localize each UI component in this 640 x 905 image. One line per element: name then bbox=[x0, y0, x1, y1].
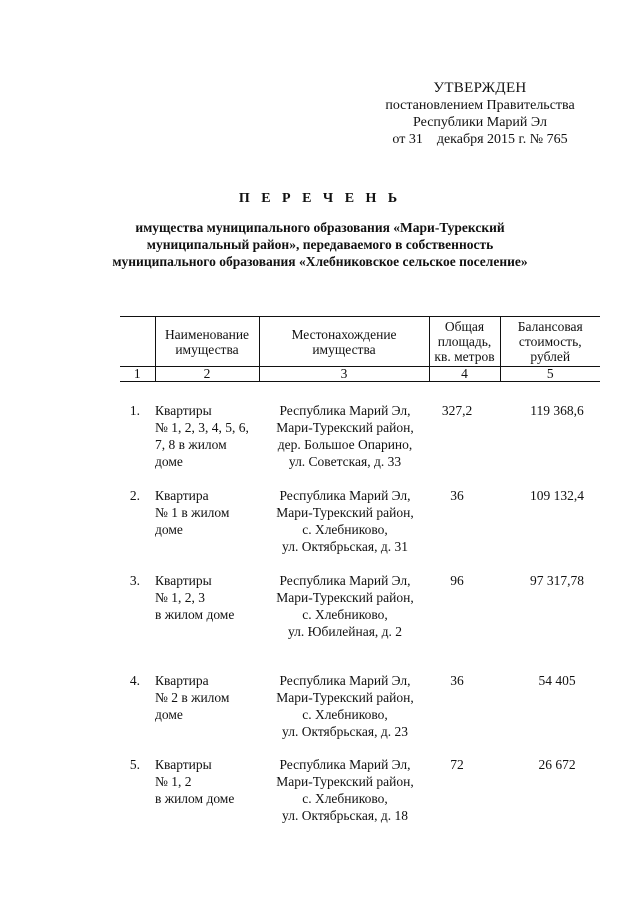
row-name: Квартира № 1 в жилом доме bbox=[155, 488, 230, 537]
row-name: Квартиры № 1, 2 в жилом доме bbox=[155, 757, 235, 806]
header-area: Общая площадь, кв. метров bbox=[429, 317, 500, 367]
approval-block bbox=[360, 80, 600, 148]
row-location: Республика Марий Эл, Мари-Турекский район, дер. Большое Опарино, ул. Советская, д. 33 bbox=[276, 403, 414, 469]
col-number-2: 2 bbox=[155, 367, 259, 382]
header-num bbox=[120, 317, 155, 367]
row-number: 4. bbox=[129, 673, 140, 688]
document-title: П Е Р Е Ч Е Н Ь bbox=[238, 191, 402, 206]
row-location: Республика Марий Эл, Мари-Турекский район, с. Хлебниково, ул. Октябрьская, д. 31 bbox=[276, 488, 414, 554]
approval-heading: УТВЕРЖДЕН bbox=[433, 80, 527, 96]
header-name: Наименование имущества bbox=[155, 317, 259, 367]
row-name: Квартиры № 1, 2, 3, 4, 5, 6, 7, 8 в жилом доме bbox=[155, 403, 249, 469]
col-number-4: 4 bbox=[429, 367, 500, 382]
subtitle-line-1: имущества муниципального образования «Мари-Турекский bbox=[135, 220, 505, 235]
row-area: 36 bbox=[450, 673, 464, 688]
row-number: 2. bbox=[129, 488, 140, 503]
header-location: Местонахождение имущества bbox=[259, 317, 429, 367]
document-subtitle bbox=[40, 219, 600, 270]
header-value: Балансовая стоимость, рублей bbox=[500, 317, 600, 367]
property-table-header bbox=[120, 316, 600, 382]
row-value: 54 405 bbox=[538, 673, 576, 688]
col-number-5: 5 bbox=[500, 367, 600, 382]
row-value: 119 368,6 bbox=[530, 403, 584, 418]
col-number-3: 3 bbox=[259, 367, 429, 382]
row-location: Республика Марий Эл, Мари-Турекский район, с. Хлебниково, ул. Октябрьская, д. 23 bbox=[276, 673, 414, 739]
subtitle-line-2: муниципальный район», передаваемого в собственность bbox=[146, 237, 494, 252]
row-number: 5. bbox=[129, 757, 140, 772]
row-value: 26 672 bbox=[538, 757, 576, 772]
approval-line-3: от 31 декабря 2015 г. № 765 bbox=[392, 132, 568, 147]
row-name: Квартира № 2 в жилом доме bbox=[155, 673, 230, 722]
row-value: 109 132,4 bbox=[530, 488, 584, 503]
row-area: 96 bbox=[450, 573, 464, 588]
row-area: 72 bbox=[450, 757, 464, 772]
row-location: Республика Марий Эл, Мари-Турекский район, с. Хлебниково, ул. Юбилейная, д. 2 bbox=[276, 573, 414, 639]
approval-line-1: постановлением Правительства bbox=[385, 98, 575, 113]
row-value: 97 317,78 bbox=[530, 573, 584, 588]
row-number: 3. bbox=[129, 573, 140, 588]
row-area: 36 bbox=[450, 488, 464, 503]
subtitle-line-3: муниципального образования «Хлебниковское сельское поселение» bbox=[112, 254, 528, 269]
col-number-1: 1 bbox=[120, 367, 155, 382]
row-location: Республика Марий Эл, Мари-Турекский район, с. Хлебниково, ул. Октябрьская, д. 18 bbox=[276, 757, 414, 823]
row-number: 1. bbox=[129, 403, 140, 418]
row-area: 327,2 bbox=[441, 403, 473, 418]
approval-line-2: Республики Марий Эл bbox=[413, 115, 547, 130]
row-name: Квартиры № 1, 2, 3 в жилом доме bbox=[155, 573, 235, 622]
